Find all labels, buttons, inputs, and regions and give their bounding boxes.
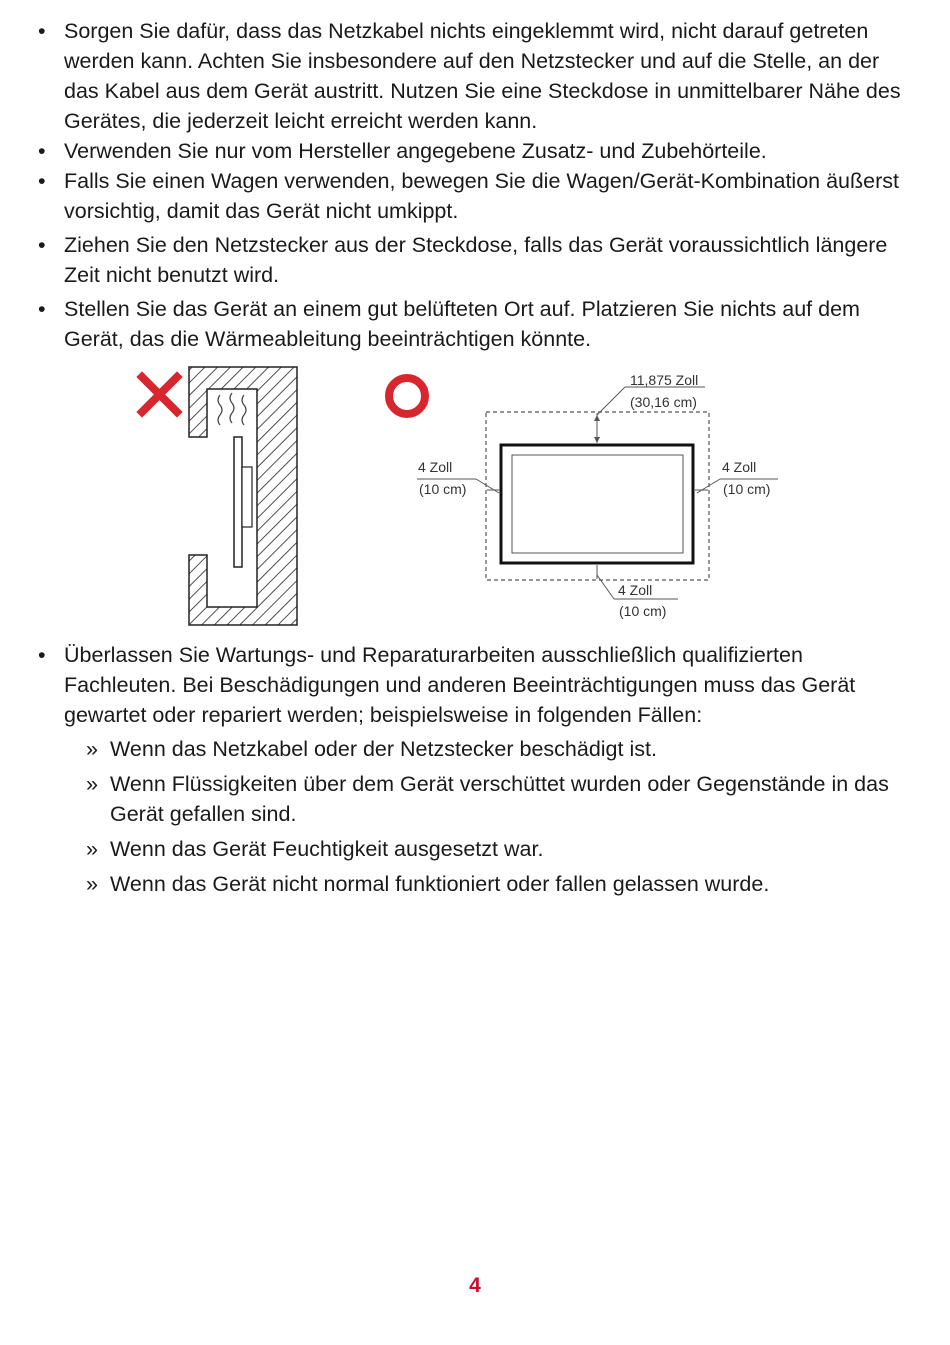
bullet-text: Verwenden Sie nur vom Hersteller angegebene Zusatz- und Zubehörteile.	[64, 139, 767, 163]
correct-installation-illustration	[389, 372, 778, 619]
bullet-symbol: •	[38, 233, 46, 257]
bullet-symbol: •	[38, 643, 46, 667]
sub-bullet-symbol: »	[86, 872, 98, 896]
sub-item-text: Wenn das Gerät nicht normal funktioniert oder fallen gelassen wurde.	[110, 872, 770, 896]
heat-waves-icon	[218, 393, 246, 425]
page-number: 4	[469, 1274, 481, 1297]
bullet-item	[38, 294, 918, 354]
right-dimension-label: 4 Zoll	[722, 459, 757, 475]
left-dimension-label: 4 Zoll	[418, 459, 453, 475]
bullet-symbol: •	[38, 169, 46, 193]
sub-item	[86, 834, 918, 864]
wrong-installation-illustration	[142, 367, 297, 625]
bullet-symbol: •	[38, 139, 46, 163]
bullet-text: Überlassen Sie Wartungs- und Reparaturarbeiten ausschließlich qualifizierten Fachleuten. Bei Beschädigungen und anderen Beeinträchtigungen muss das Gerät gewartet oder repariert werden; beispielsweise in folgenden Fällen:	[64, 643, 856, 727]
sub-item-text: Wenn das Gerät Feuchtigkeit ausgesetzt war.	[110, 837, 544, 861]
bullet-list-service	[38, 640, 918, 899]
bullet-text: Falls Sie einen Wagen verwenden, bewegen Sie die Wagen/Gerät-Kombination äußerst vorsichtig, damit das Gerät nicht umkippt.	[64, 169, 899, 223]
sub-bullet-symbol: »	[86, 837, 98, 861]
sub-item	[86, 734, 918, 764]
sub-bullet-symbol: »	[86, 737, 98, 761]
right-dimension-metric: (10 cm)	[723, 481, 771, 497]
correct-mark-icon	[389, 378, 425, 414]
sub-list	[86, 734, 918, 899]
bullet-list-top	[38, 16, 918, 354]
left-dimension-metric: (10 cm)	[419, 481, 467, 497]
sub-item	[86, 869, 918, 899]
sub-item-text: Wenn Flüssigkeiten über dem Gerät verschüttet wurden oder Gegenstände in das Gerät gefallen sind.	[110, 772, 889, 826]
sub-item-text: Wenn das Netzkabel oder der Netzstecker beschädigt ist.	[110, 737, 657, 761]
display-screen	[512, 455, 683, 553]
bullet-item	[38, 16, 918, 136]
bullet-item	[38, 230, 918, 290]
sub-bullet-symbol: »	[86, 772, 98, 796]
bullet-item	[38, 166, 918, 226]
bullet-item	[38, 640, 918, 730]
wrong-mark-icon	[142, 377, 177, 412]
top-dimension-label: 11,875 Zoll	[630, 372, 699, 388]
ventilation-diagram	[0, 355, 950, 635]
bullet-text: Stellen Sie das Gerät an einem gut belüfteten Ort auf. Platzieren Sie nichts auf dem Gerät, das die Wärmeableitung beeinträchtigen könnte.	[64, 297, 860, 351]
display-side-view	[234, 437, 252, 567]
bottom-dimension-label: 4 Zoll	[618, 582, 653, 598]
bullet-item	[38, 136, 918, 166]
top-dimension-metric: (30,16 cm)	[630, 394, 697, 410]
bullet-symbol: •	[38, 297, 46, 321]
bullet-text: Ziehen Sie den Netzstecker aus der Steckdose, falls das Gerät voraussichtlich längere Zeit nicht benutzt wird.	[64, 233, 888, 287]
bullet-text: Sorgen Sie dafür, dass das Netzkabel nichts eingeklemmt wird, nicht darauf getreten werden kann. Achten Sie insbesondere auf den Netzstecker und auf die Stelle, an der das Kabel aus dem Gerät austritt. Nutzen Sie eine Steckdose in unmittelbarer Nähe des Gerätes, die jederzeit leicht erreicht werden kann.	[64, 19, 901, 133]
bullet-symbol: •	[38, 19, 46, 43]
sub-item	[86, 769, 918, 829]
sub-list-container	[38, 734, 918, 899]
bottom-dimension-metric: (10 cm)	[619, 603, 667, 619]
